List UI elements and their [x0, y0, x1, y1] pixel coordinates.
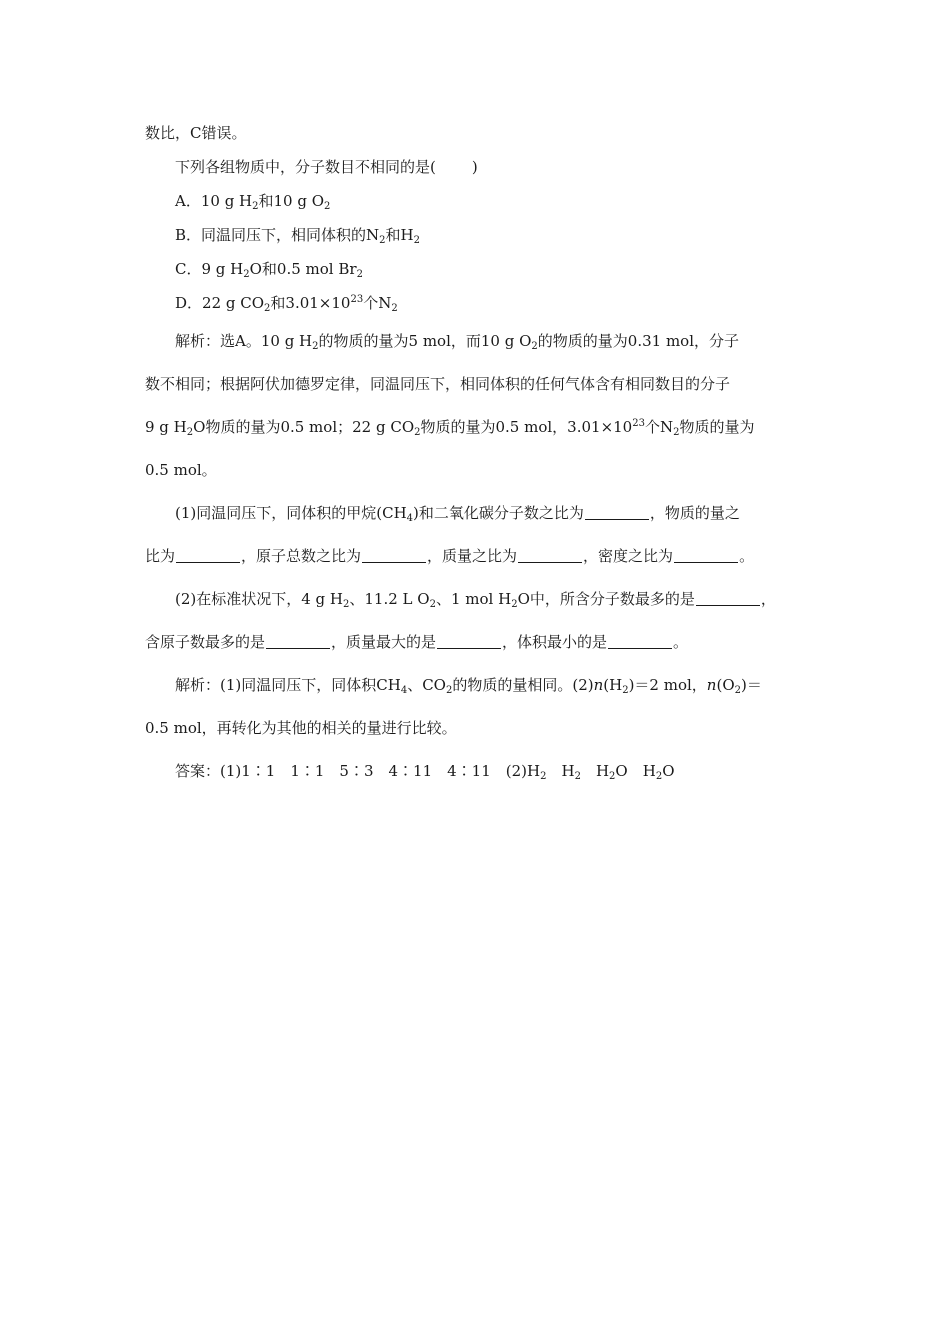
q2-analysis-line-1: [145, 664, 810, 707]
fill-blank: [362, 544, 426, 563]
text-run: 、1 mol H: [435, 590, 512, 608]
text-run: 个N: [363, 294, 392, 312]
text-run: 2: [673, 427, 680, 438]
text-run: 的物质的量相同。(2): [452, 676, 594, 694]
text-run: 2: [252, 201, 259, 212]
fill-blank: [696, 587, 760, 606]
fill-blank: [674, 544, 738, 563]
text-run: 2: [356, 269, 363, 280]
text-run: 2: [264, 303, 271, 314]
text-run: n: [593, 676, 604, 694]
text-run: 物质的量为0.5 mol，3.01×10: [420, 418, 633, 436]
text-run: )和二氧化碳分子数之比为: [413, 504, 584, 522]
text-run: (O: [716, 676, 735, 694]
text-run: O: [662, 762, 675, 780]
text-run: 解析：选A。10 g H: [175, 332, 313, 350]
text-run: 2: [186, 427, 194, 438]
text-run: 个N: [644, 418, 674, 436]
fill-blank: [437, 630, 501, 649]
text-run: 、11.2 L O: [349, 590, 430, 608]
text-run: 2: [243, 269, 250, 280]
q2-part1-line-1: [145, 492, 810, 535]
text-run: O H: [615, 762, 656, 780]
text-run: 。: [673, 633, 689, 651]
fill-blank: [518, 544, 582, 563]
text-run: 23: [350, 294, 364, 305]
text-run: 数不相同；根据阿伏加德罗定律，同温同压下，相同体积的任何气体含有相同数目的分子: [145, 375, 731, 393]
text-run: A．10 g H: [175, 192, 253, 210]
option-d: [145, 286, 810, 320]
text-run: ，密度之比为: [583, 547, 674, 565]
text-run: ，质量最大的是: [331, 633, 437, 651]
text-run: 0.5 mol。: [145, 461, 217, 479]
fill-blank: [608, 630, 672, 649]
q2-analysis-line-2: [145, 707, 810, 750]
text-run: 2: [540, 771, 547, 782]
text-run: C．9 g H: [175, 260, 244, 278]
text-run: )＝2 mol，: [628, 676, 707, 694]
text-run: 物质的量为: [679, 418, 755, 436]
text-run: ，: [760, 590, 776, 608]
text-run: 4: [406, 513, 414, 524]
text-run: 、CO: [407, 676, 446, 694]
text-run: H: [546, 762, 575, 780]
text-run: O物质的量为0.5 mol；22 g CO: [193, 418, 415, 436]
option-b: [145, 218, 810, 252]
text-run: 4: [400, 685, 408, 696]
text-run: 2: [343, 599, 350, 610]
text-run: ): [471, 158, 478, 176]
q2-answer-line: [145, 750, 810, 793]
text-run: 2: [413, 235, 420, 246]
analysis-line-3: [145, 406, 810, 449]
document-body: [145, 116, 810, 793]
text-run: 2: [445, 685, 453, 696]
text-run: (2)在标准状况下，4 g H: [175, 590, 344, 608]
text-run: (1)同温同压下，同体积的甲烷(CH: [175, 504, 407, 522]
text-run: 2: [324, 201, 331, 212]
text-run: 比为: [145, 547, 176, 565]
q2-part1-line-2: [145, 535, 810, 578]
text-run: 2: [379, 235, 386, 246]
q2-part2-line-1: [145, 578, 810, 621]
text-run: 2: [414, 427, 421, 438]
text-run: 和10 g O: [258, 192, 325, 210]
text-run: 和3.01×10: [270, 294, 351, 312]
analysis-line-4: [145, 449, 810, 492]
question-stem: [145, 150, 810, 184]
fill-blank: [176, 544, 240, 563]
text-run: 2: [531, 341, 538, 352]
text-run: ，质量之比为: [427, 547, 518, 565]
text-run: 的物质的量为5 mol，而10 g O: [318, 332, 532, 350]
text-run: ，物质的量之: [649, 504, 740, 522]
text-run: (H: [603, 676, 623, 694]
text-run: 9 g H: [145, 418, 187, 436]
option-c: [145, 252, 810, 286]
text-run: )＝: [741, 676, 762, 694]
analysis-line-1: [145, 320, 810, 363]
text-run: n: [706, 676, 717, 694]
text-run: D．22 g CO: [175, 294, 265, 312]
text-run: ，原子总数之比为: [241, 547, 362, 565]
text-run: 解析：(1)同温同压下，同体积CH: [175, 676, 401, 694]
analysis-line-2: [145, 363, 810, 406]
text-run: 下列各组物质中，分子数目不相同的是(: [175, 158, 436, 176]
text-run: B．同温同压下，相同体积的N: [175, 226, 380, 244]
text-run: 2: [734, 685, 741, 696]
text-run: 。: [739, 547, 755, 565]
text-run: 和H: [385, 226, 414, 244]
text-run: 2: [511, 599, 518, 610]
q2-part2-line-2: [145, 621, 810, 664]
text-run: O和0.5 mol Br: [249, 260, 357, 278]
text-run: O中，所含分子数最多的是: [517, 590, 695, 608]
text-run: 2: [622, 685, 629, 696]
text-run: 答案：(1)1∶1 1∶1 5∶3 4∶11 4∶11 (2)H: [175, 762, 541, 780]
text-run: 2: [391, 303, 398, 314]
text-run: 数比，C错误。: [145, 124, 247, 142]
text-run: 2: [655, 771, 663, 782]
text-run: 2: [609, 771, 616, 782]
text-run: 2: [574, 771, 581, 782]
text-run: 0.5 mol，再转化为其他的相关的量进行比较。: [145, 719, 457, 737]
text-run: 23: [632, 418, 645, 429]
text-run: H: [580, 762, 610, 780]
text-run: 含原子数最多的是: [145, 633, 266, 651]
fill-blank: [266, 630, 330, 649]
fill-blank: [585, 501, 649, 520]
option-a: [145, 184, 810, 218]
text-run: 2: [312, 341, 319, 352]
text-run: ，体积最小的是: [502, 633, 608, 651]
text-run: 2: [429, 599, 436, 610]
text-run: 的物质的量为0.31 mol，分子: [537, 332, 740, 350]
carry-over-line: [145, 116, 810, 150]
